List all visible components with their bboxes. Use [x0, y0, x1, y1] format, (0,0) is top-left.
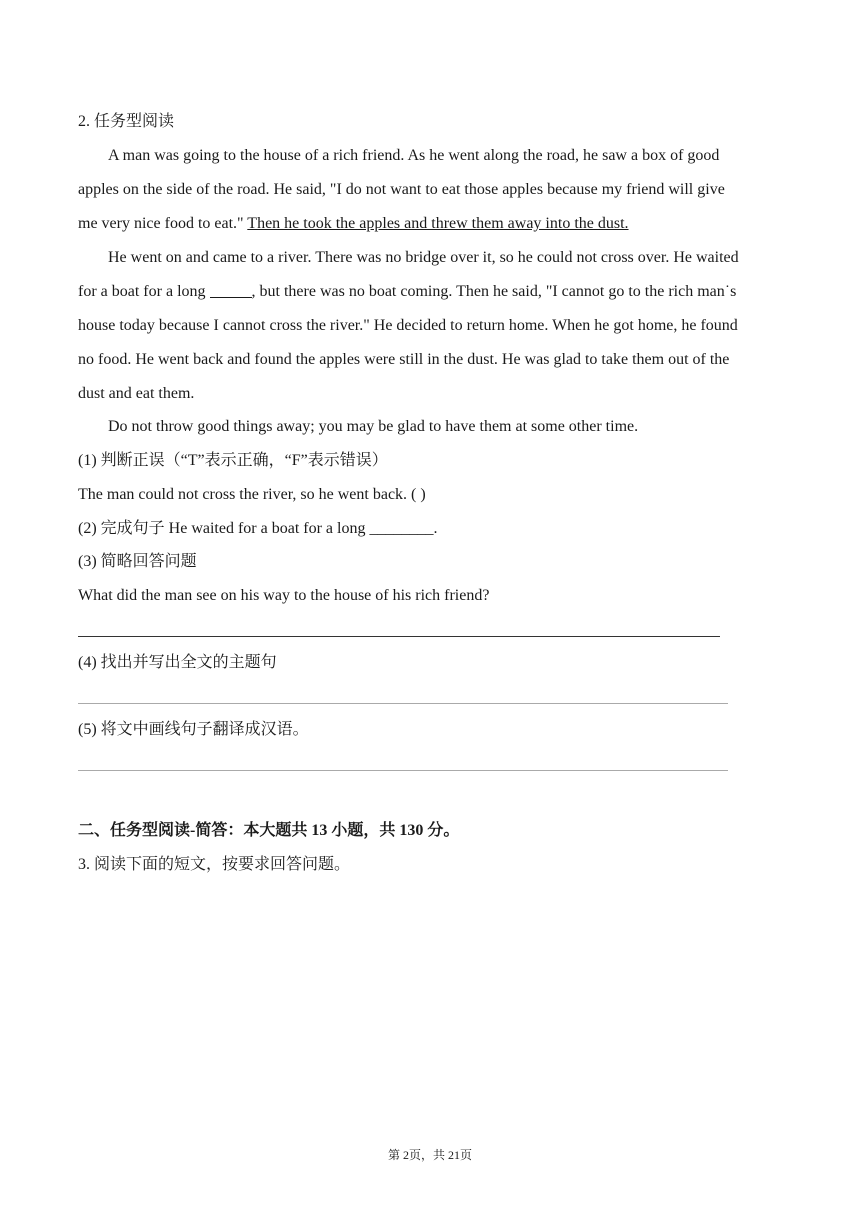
passage-text: , but there was no boat coming. Then he said, "I cannot go to the rich man˙s: [251, 283, 737, 300]
passage-paragraph-2-line-5: dust and eat them.: [78, 385, 195, 402]
underlined-sentence: Then he took the apples and threw them away into the dust.: [247, 215, 629, 232]
passage-text: for a boat for a long: [78, 283, 210, 300]
question-2-heading: 2. 任务型阅读: [78, 113, 175, 130]
sub-question-3-question: What did the man see on his way to the house of his rich friend?: [78, 587, 490, 604]
sub-question-4-label: (4) 找出并写出全文的主题句: [78, 654, 277, 671]
passage-paragraph-1-line-3: [78, 213, 629, 235]
sub-question-3-label: (3) 简略回答问题: [78, 553, 197, 570]
question-3-heading: 3. 阅读下面的短文，按要求回答问题。: [78, 856, 351, 873]
answer-line-4[interactable]: [78, 703, 728, 704]
passage-paragraph-1-line-1: A man was going to the house of a rich friend. As he went along the road, he saw a box of good: [108, 147, 720, 164]
answer-line-5[interactable]: [78, 770, 728, 771]
sub-question-1-statement: The man could not cross the river, so he went back. ( ): [78, 486, 426, 503]
passage-paragraph-2-line-4: no food. He went back and found the apples were still in the dust. He was glad to take them out of the: [78, 351, 730, 368]
sub-question-1-label: (1) 判断正误（“T”表示正确，“F”表示错误）: [78, 452, 388, 469]
passage-paragraph-3-line-1: Do not throw good things away; you may be glad to have them at some other time.: [108, 418, 639, 435]
sub-question-5-label: (5) 将文中画线句子翻译成汉语。: [78, 721, 309, 738]
fill-in-blank: [210, 283, 252, 298]
passage-paragraph-1-line-2: apples on the side of the road. He said, "I do not want to eat those apples because my friend will give: [78, 181, 725, 198]
passage-paragraph-2-line-1: He went on and came to a river. There was no bridge over it, so he could not cross over. He waited: [108, 249, 739, 266]
sub-question-2-label: (2) 完成句子 He waited for a boat for a long ________.: [78, 520, 438, 537]
page-footer: 第 2页，共 21页: [387, 1148, 472, 1162]
passage-text: me very nice food to eat.": [78, 215, 248, 232]
passage-paragraph-2-line-3: house today because I cannot cross the river." He decided to return home. When he got home, he found: [78, 317, 738, 334]
section-2-heading: 二、任务型阅读-简答：本大题共 13 小题，共 130 分。: [78, 822, 460, 839]
passage-paragraph-2-line-2: [78, 281, 736, 303]
answer-line-3[interactable]: [78, 636, 720, 637]
